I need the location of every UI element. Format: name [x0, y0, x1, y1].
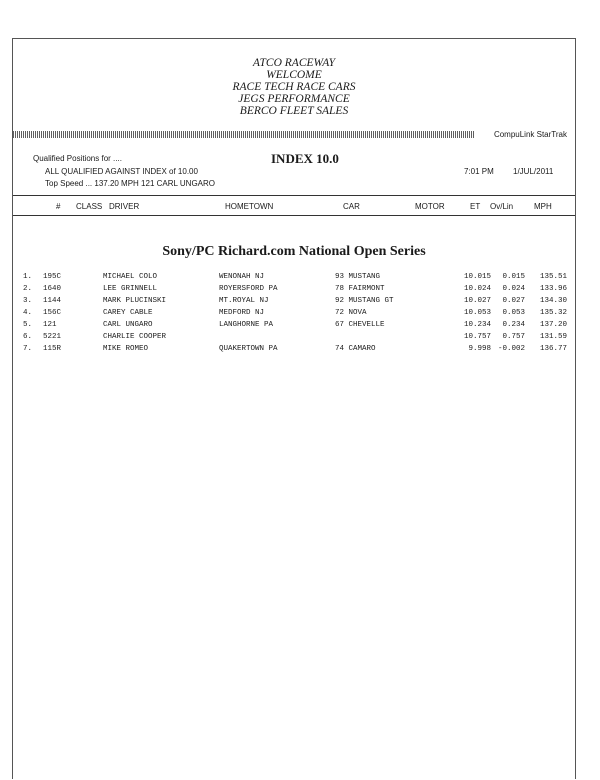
cell-mph: 136.77 — [539, 345, 567, 353]
cell-car: 67 CHEVELLE — [335, 321, 385, 329]
all-qualified-text: ALL QUALIFIED AGAINST INDEX of 10.00 — [45, 167, 198, 176]
cell-et: 10.234 — [463, 321, 491, 329]
col-motor: MOTOR — [415, 202, 445, 211]
col-ovlin: Ov/Lin — [490, 202, 514, 211]
col-driver: DRIVER — [109, 202, 140, 211]
cell-hometown: ROYERSFORD PA — [219, 285, 278, 293]
cell-pos: 1. — [23, 273, 33, 281]
cell-car: 78 FAIRMONT — [335, 285, 385, 293]
cell-pos: 2. — [23, 285, 33, 293]
results-sheet — [12, 38, 576, 779]
header-line-5: BERCO FLEET SALES — [239, 105, 349, 117]
cell-driver: MARK PLUCINSKI — [103, 297, 167, 305]
cell-hometown: QUAKERTOWN PA — [219, 345, 278, 353]
cell-mph: 137.20 — [539, 321, 567, 329]
cell-hometown: MT.ROYAL NJ — [219, 297, 269, 305]
track-header — [13, 57, 575, 117]
cell-num: 156C — [43, 309, 62, 317]
header-line-2: WELCOME — [266, 69, 322, 81]
cell-hometown: LANGHORNE PA — [219, 321, 274, 329]
cell-et: 10.027 — [463, 297, 491, 305]
cell-pos: 4. — [23, 309, 33, 317]
cell-ovlin: -0.002 — [497, 345, 525, 353]
cell-ovlin: 0.015 — [502, 273, 525, 281]
cell-mph: 131.59 — [539, 333, 567, 341]
cell-driver: CARL UNGARO — [103, 321, 153, 329]
col-hometown: HOMETOWN — [225, 202, 274, 211]
cell-driver: MICHAEL COLO — [103, 273, 158, 281]
cell-num: 121 — [43, 321, 57, 329]
cell-hometown: WENONAH NJ — [219, 273, 265, 281]
cell-car: 72 NOVA — [335, 309, 367, 317]
cell-driver: LEE GRINNELL — [103, 285, 158, 293]
divider-bottom — [13, 215, 575, 216]
cell-car: 74 CAMARO — [335, 345, 376, 353]
header-line-1: ATCO RACEWAY — [252, 57, 336, 69]
cell-num: 1640 — [43, 285, 62, 293]
top-speed-text: Top Speed ... 137.20 MPH 121 CARL UNGARO — [45, 179, 216, 188]
cell-driver: MIKE ROMEO — [103, 345, 149, 353]
cell-et: 10.053 — [463, 309, 491, 317]
cell-mph: 135.32 — [539, 309, 567, 317]
cell-pos: 6. — [23, 333, 33, 341]
col-et: ET — [470, 202, 481, 211]
cell-mph: 133.96 — [539, 285, 567, 293]
cell-num: 5221 — [43, 333, 62, 341]
cell-et: 9.998 — [468, 345, 491, 353]
cell-car: 92 MUSTANG GT — [335, 297, 394, 305]
col-class: CLASS — [76, 202, 103, 211]
series-title: Sony/PC Richard.com National Open Series — [162, 244, 426, 259]
divider-top — [13, 195, 575, 196]
cell-mph: 134.30 — [539, 297, 567, 305]
header-line-3: RACE TECH RACE CARS — [232, 81, 356, 93]
cell-et: 10.015 — [463, 273, 491, 281]
cell-pos: 7. — [23, 345, 33, 353]
report-date: 1/JUL/2011 — [513, 167, 554, 176]
cell-ovlin: 0.024 — [502, 285, 525, 293]
cell-mph: 135.51 — [539, 273, 567, 281]
cell-ovlin: 0.757 — [502, 333, 525, 341]
col-num: # — [56, 202, 61, 211]
report-time: 7:01 PM — [464, 167, 494, 176]
cell-num: 1144 — [43, 297, 62, 305]
cell-et: 10.024 — [463, 285, 491, 293]
dotted-band — [13, 131, 475, 138]
cell-pos: 3. — [23, 297, 33, 305]
cell-pos: 5. — [23, 321, 33, 329]
cell-ovlin: 0.234 — [502, 321, 525, 329]
cell-driver: CHARLIE COOPER — [103, 333, 167, 341]
col-car: CAR — [343, 202, 360, 211]
qualified-label: Qualified Positions for .... — [33, 154, 122, 163]
cell-num: 115R — [43, 345, 62, 353]
header-line-4: JEGS PERFORMANCE — [238, 93, 350, 105]
cell-car: 93 MUSTANG — [335, 273, 381, 281]
cell-driver: CAREY CABLE — [103, 309, 153, 317]
index-title: INDEX 10.0 — [271, 151, 339, 166]
cell-et: 10.757 — [463, 333, 491, 341]
col-mph: MPH — [534, 202, 552, 211]
cell-ovlin: 0.053 — [502, 309, 525, 317]
cell-num: 195C — [43, 273, 62, 281]
software-label: CompuLink StarTrak — [493, 130, 567, 139]
cell-ovlin: 0.027 — [502, 297, 525, 305]
cell-hometown: MEDFORD NJ — [219, 309, 265, 317]
